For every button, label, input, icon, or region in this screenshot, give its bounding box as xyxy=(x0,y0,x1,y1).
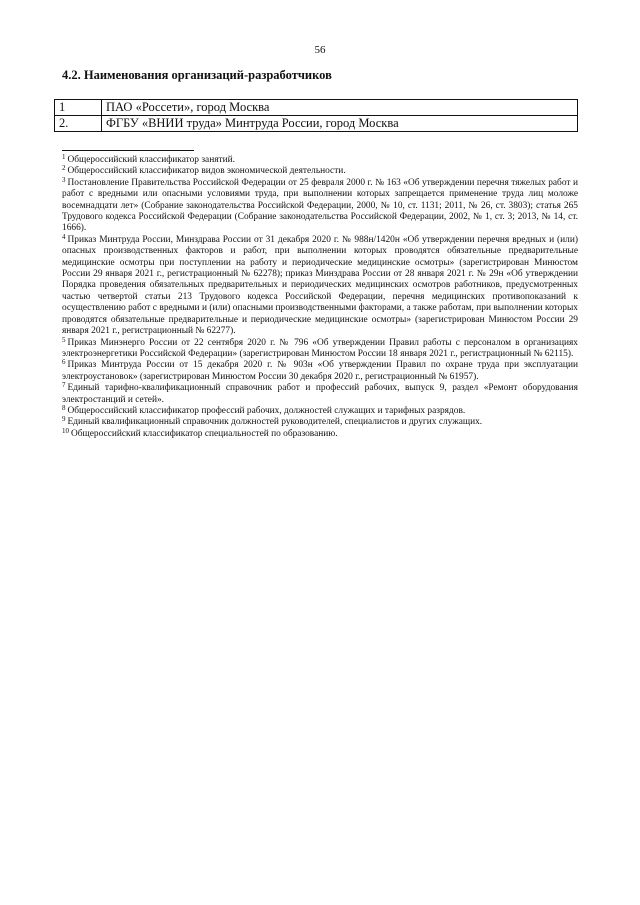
footnote xyxy=(62,232,578,338)
section-title: 4.2. Наименования организаций-разработчиков xyxy=(62,68,332,82)
footnote-mark: 8 xyxy=(62,403,66,412)
footnote-text: Приказ Минэнерго России от 22 сентября 2020 г. № 796 «Об утверждении Правил работы с персоналом в организациях электроэнергетики Российской Федерации» (зарегистрирован Минюстом России 18 января 2021 г., регистрационный № 62115). xyxy=(62,337,578,359)
organization-name: ФГБУ «ВНИИ труда» Минтруда России, город Москва xyxy=(102,116,578,132)
organization-name: ПАО «Россети», город Москва xyxy=(102,100,578,116)
footnote-mark: 3 xyxy=(62,175,66,184)
footnote-mark: 6 xyxy=(62,358,66,367)
table-row xyxy=(55,100,578,116)
footnote xyxy=(62,360,578,383)
footnote-mark: 4 xyxy=(62,232,66,241)
footnote xyxy=(62,166,578,177)
footnote xyxy=(62,417,578,428)
footnote-text: Приказ Минтруда России, Минздрава России от 31 декабря 2020 г. № 988н/1420н «Об утверждении перечня вредных и (или) опасных производственных факторов и работ, при выполнении которых проводятся обязательные предварительные медицинские осмотры при поступлении на работу и периодические медицинские осмотры» (зарегистрирован Минюстом России 29 января 2021 г., регистрационный № 62278); приказ Минздрава России от 28 января 2021 г. № 29н «Об утверждении Порядка проведения обязательных предварительных и периодических медицинских осмотров работников, предусмотренных частью четвертой статьи 213 Трудового кодекса Российской Федерации, перечня медицинских противопоказаний к осуществлению работ с вредными и (или) опасными производственными факторами, а также работам, при выполнении которых проводятся обязательные предварительные и периодические медицинские осмотры» (зарегистрирован Минюстом России 29 января 2021 г., регистрационный № 62277). xyxy=(62,234,578,337)
table-row xyxy=(55,116,578,132)
row-number: 2. xyxy=(55,116,102,132)
footnote-mark: 1 xyxy=(62,153,66,161)
footnote-mark: 5 xyxy=(62,335,66,344)
footnote-text: Постановление Правительства Российской Федерации от 25 февраля 2000 г. № 163 «Об утверждении перечня тяжелых работ и работ с вредными или опасными условиями труда, при выполнении которых запрещается применение труда лиц моложе восемнадцати лет» (Собрание законодательства Российской Федерации, 2000, № 10, ст. 1131; 2011, № 26, ст. 3803); статья 265 Трудового кодекса Российской Федерации (Собрание законодательства Российской Федерации, 2002, № 1, ст. 3; 2013, № 14, ст. 1666). xyxy=(62,177,578,234)
footnote-text: Общероссийский классификатор видов экономической деятельности. xyxy=(67,166,346,177)
footnote-text: Общероссийский классификатор занятий. xyxy=(67,155,235,165)
footnote-divider xyxy=(62,150,194,151)
footnote-mark: 7 xyxy=(62,381,66,390)
footnote-mark: 2 xyxy=(62,164,66,173)
footnote-text: Общероссийский классификатор профессий рабочих, должностей служащих и тарифных разрядов. xyxy=(67,405,466,416)
footnote xyxy=(62,175,578,235)
footnote-text: Единый квалификационный справочник должностей руководителей, специалистов и других служащих. xyxy=(67,417,483,428)
footnote xyxy=(62,335,578,361)
footnote xyxy=(62,403,578,417)
footnotes xyxy=(62,155,578,440)
row-number: 1 xyxy=(55,100,102,116)
footnote-text: Общероссийский классификатор специальностей по образованию. xyxy=(71,428,338,439)
footnote-text: Единый тарифно-квалификационный справочник работ и профессий рабочих, выпуск 9, раздел «Ремонт оборудования электростанций и сетей». xyxy=(62,383,578,405)
footnote xyxy=(62,426,578,440)
footnote-text: Приказ Минтруда России от 15 декабря 2020 г. № 903н «Об утверждении Правил по охране труда при эксплуатации электроустановок» (зарегистрирован Минюстом России 30 декабря 2020 г., регистрационный № 61957). xyxy=(62,360,578,382)
footnote xyxy=(62,155,578,166)
footnote xyxy=(62,383,578,406)
page-number: 56 xyxy=(314,44,326,56)
footnote-mark: 9 xyxy=(62,415,66,424)
footnote-mark: 10 xyxy=(62,426,69,435)
organizations-table xyxy=(54,99,578,132)
